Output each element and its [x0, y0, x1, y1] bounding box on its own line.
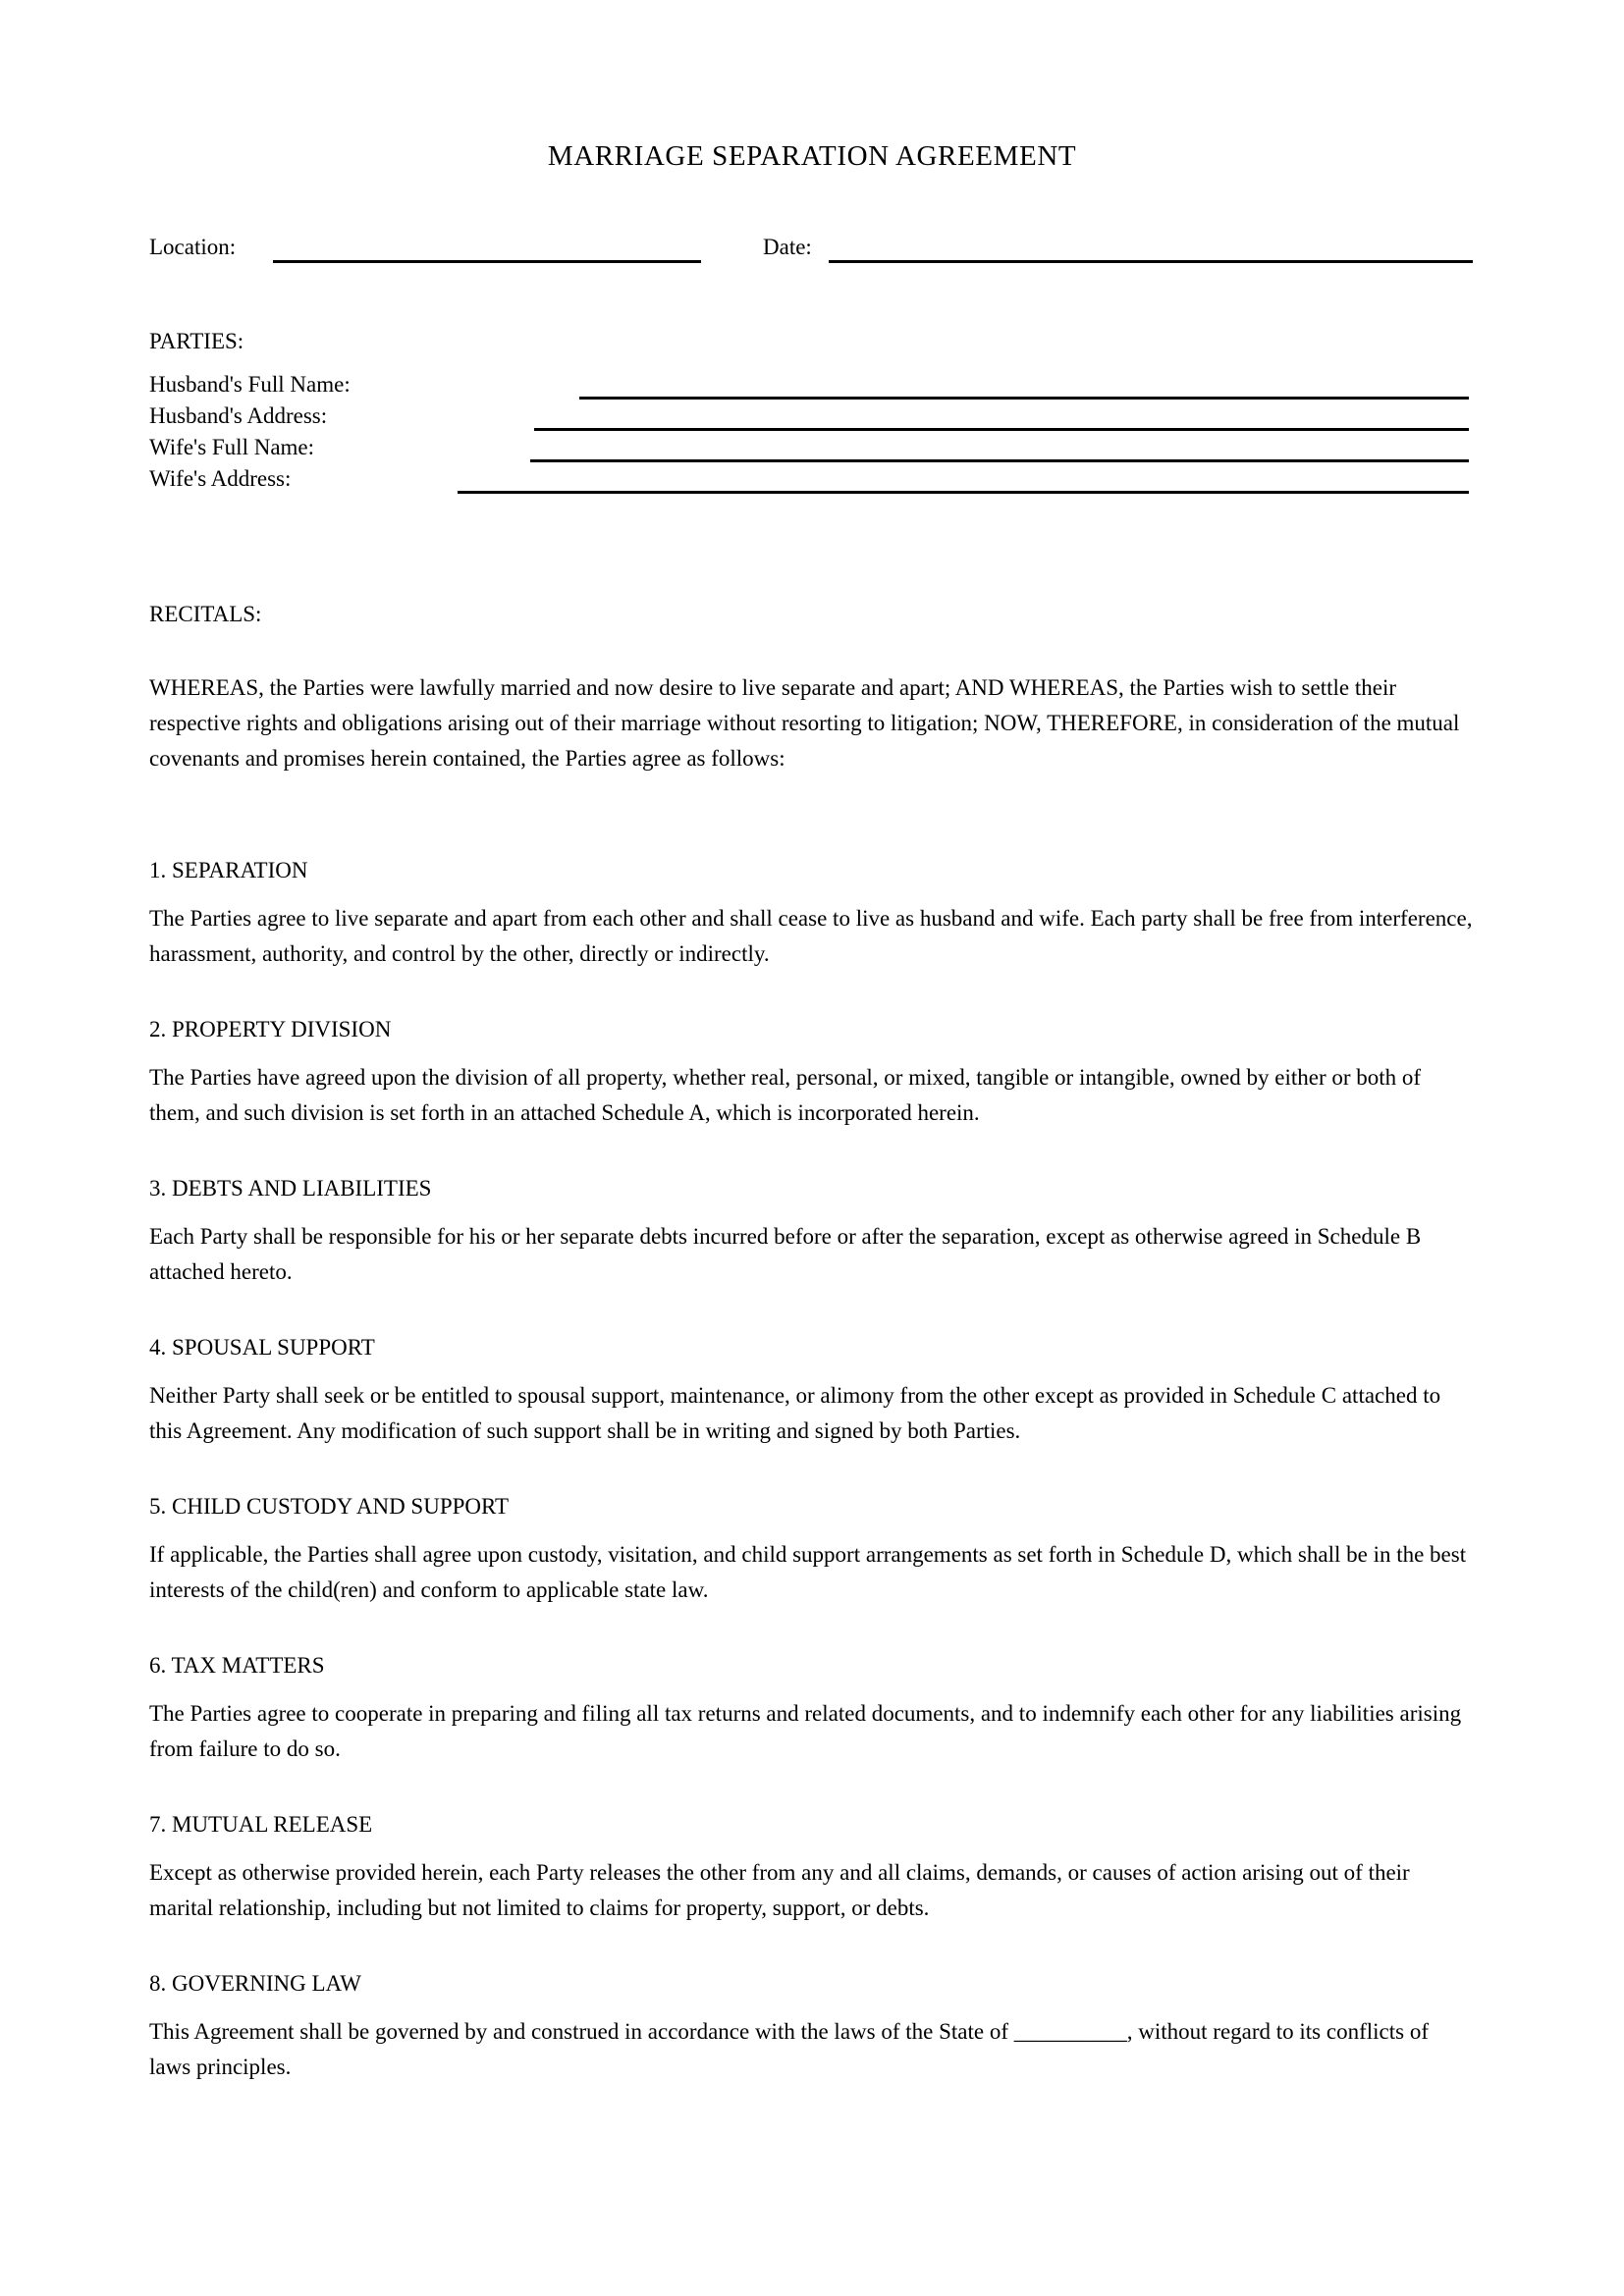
party-label: Wife's Full Name: [149, 435, 315, 459]
section-heading: 6. TAX MATTERS [149, 1653, 325, 1678]
section-tax-matters [149, 1651, 1473, 1767]
section-heading: 5. CHILD CUSTODY AND SUPPORT [149, 1494, 510, 1519]
party-row-husband-address [149, 402, 1475, 434]
location-input-line[interactable] [273, 260, 701, 263]
section-heading: 4. SPOUSAL SUPPORT [149, 1335, 375, 1360]
husband-name-input-line[interactable] [579, 397, 1469, 400]
party-label: Wife's Address: [149, 466, 292, 491]
date-input-line[interactable] [829, 260, 1473, 263]
parties-heading: PARTIES: [149, 329, 244, 353]
section-body: Neither Party shall seek or be entitled to spousal support, maintenance, or alimony from the other except as provided in Schedule C attached to this Agreement. Any modification of such support shall be in writing and signed by both Parties. [149, 1383, 1441, 1443]
wife-address-input-line[interactable] [458, 491, 1469, 494]
section-body: The Parties agree to cooperate in preparing and filing all tax returns and related documents, and to indemnify each other for any liabilities arising from failure to do so. [149, 1701, 1462, 1761]
section-separation [149, 856, 1473, 972]
section-heading: 3. DEBTS AND LIABILITIES [149, 1176, 432, 1201]
recitals-body: WHEREAS, the Parties were lawfully married and now desire to live separate and apart; AND WHEREAS, the Parties wish to settle their respective rights and obligations arising out of their marriage without resorting to litigation; NOW, THEREFORE, in consideration of the mutual covenants and promises herein contained, the Parties agree as follows: [149, 675, 1460, 771]
wife-name-input-line[interactable] [530, 459, 1469, 462]
section-heading: 1. SEPARATION [149, 858, 308, 882]
section-body: The Parties agree to live separate and apart from each other and shall cease to live as husband and wife. Each party shall be free from interference, harassment, authority, and control by the other, directly or indirectly. [149, 906, 1473, 966]
party-label: Husband's Address: [149, 403, 328, 428]
section-body: Each Party shall be responsible for his or her separate debts incurred before or after the separation, except as otherwise agreed in Schedule B attached hereto. [149, 1224, 1422, 1284]
section-body: The Parties have agreed upon the division of all property, whether real, personal, or mixed, tangible or intangible, owned by either or both of them, and such division is set forth in an attached Schedule A, which is incorporated herein. [149, 1065, 1422, 1125]
section-property-division [149, 1015, 1473, 1131]
section-debts-and-liabilities [149, 1174, 1473, 1290]
section-heading: 8. GOVERNING LAW [149, 1971, 361, 1996]
party-row-husband-name [149, 371, 1475, 402]
party-label: Husband's Full Name: [149, 372, 351, 397]
section-heading: 2. PROPERTY DIVISION [149, 1017, 392, 1041]
section-heading: 7. MUTUAL RELEASE [149, 1812, 373, 1837]
party-row-wife-address [149, 465, 1475, 497]
section-governing-law [149, 1969, 1473, 2085]
recitals-heading: RECITALS: [149, 602, 262, 626]
section-mutual-release [149, 1810, 1473, 1926]
date-label: Date: [763, 235, 812, 259]
party-row-wife-name [149, 434, 1475, 465]
husband-address-input-line[interactable] [534, 428, 1469, 431]
page-title: MARRIAGE SEPARATION AGREEMENT [547, 140, 1077, 173]
section-spousal-support [149, 1333, 1473, 1449]
section-child-custody-and-support [149, 1492, 1473, 1608]
section-body: Except as otherwise provided herein, each Party releases the other from any and all claims, demands, or causes of action arising out of their marital relationship, including but not limited to claims for property, support, or debts. [149, 1860, 1410, 1920]
location-date-row [149, 234, 1475, 273]
sections-list [149, 856, 1473, 2085]
section-body: This Agreement shall be governed by and construed in accordance with the laws of the State of __________, without regard to its conflicts of laws principles. [149, 2019, 1429, 2079]
location-label: Location: [149, 235, 237, 259]
section-body: If applicable, the Parties shall agree upon custody, visitation, and child support arrangements as set forth in Schedule D, which shall be in the best interests of the child(ren) and conform to applicable state law. [149, 1542, 1467, 1602]
